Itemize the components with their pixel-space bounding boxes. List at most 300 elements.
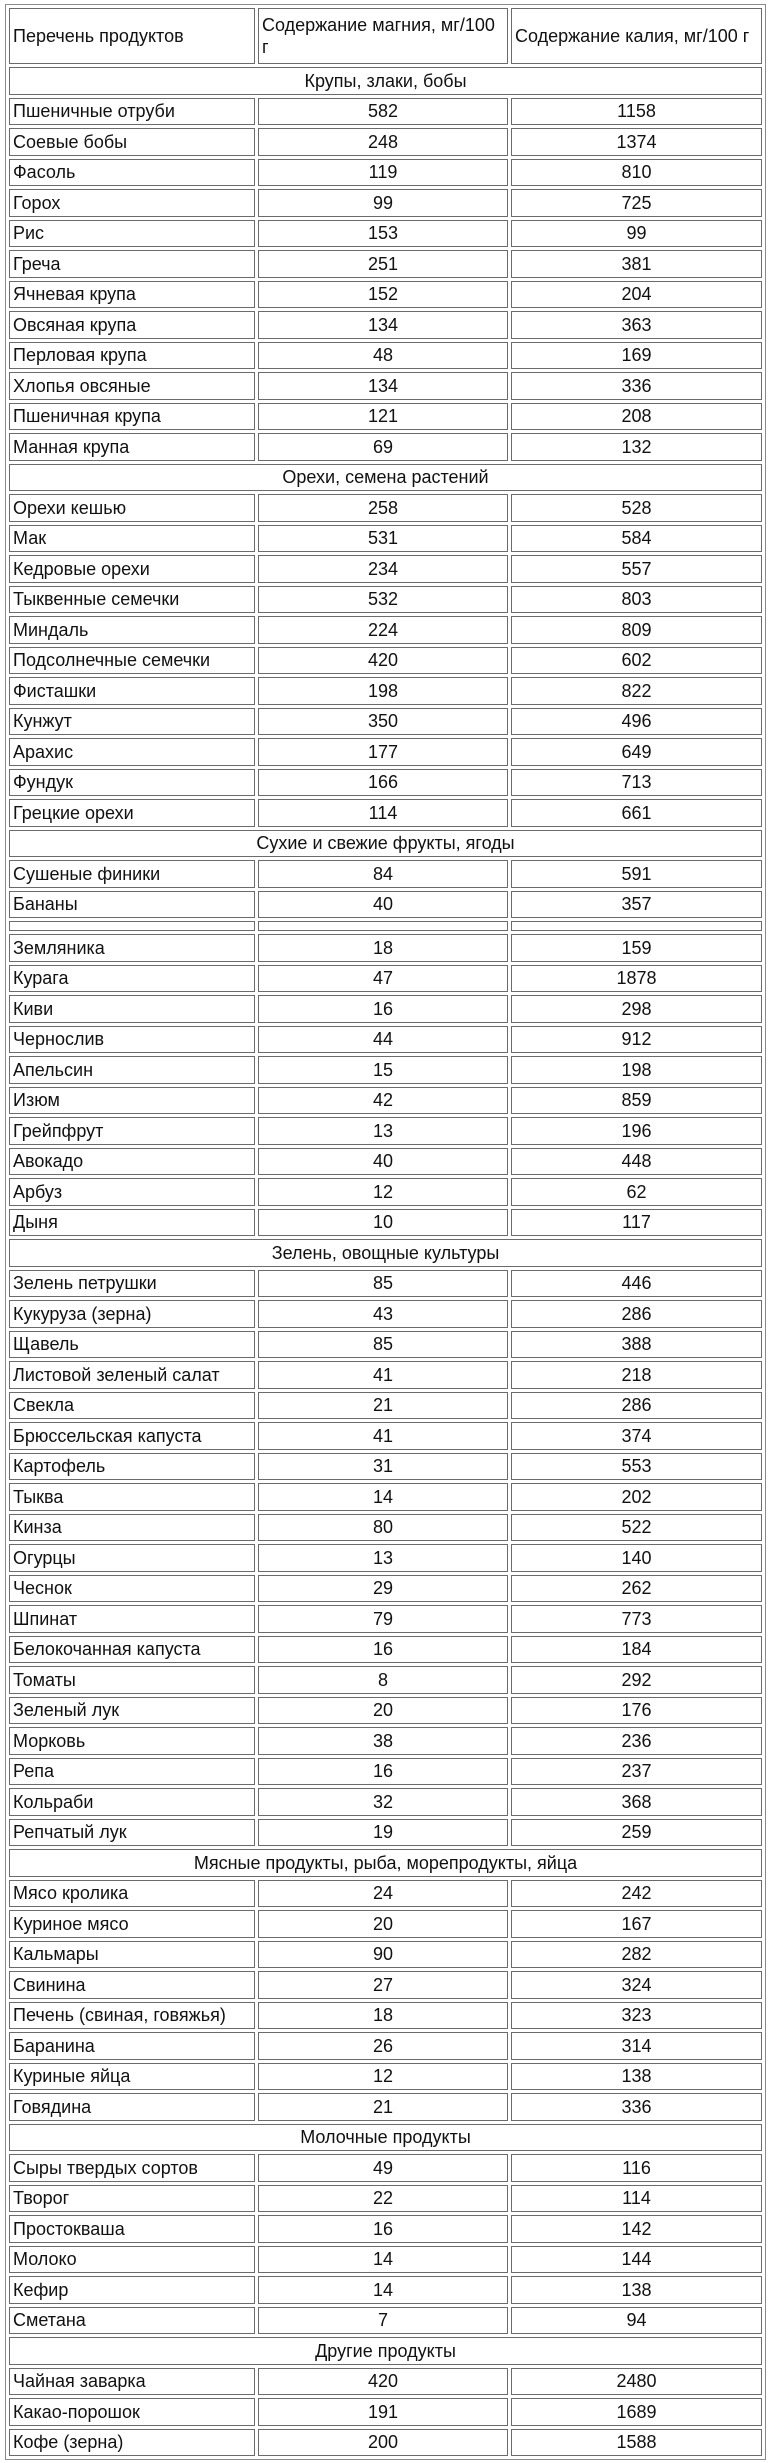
table-row xyxy=(9,2002,762,2030)
potassium-cell: 140 xyxy=(511,1544,762,1572)
potassium-cell: 810 xyxy=(511,159,762,187)
potassium-cell: 336 xyxy=(511,372,762,400)
product-name-cell: Чернослив xyxy=(9,1026,255,1054)
product-name-cell: Щавель xyxy=(9,1331,255,1359)
table-row xyxy=(9,2276,762,2304)
header-potassium: Содержание калия, мг/100 г xyxy=(511,8,762,64)
table-row xyxy=(9,1880,762,1908)
table-row xyxy=(9,769,762,797)
potassium-cell: 496 xyxy=(511,708,762,736)
table-row xyxy=(9,342,762,370)
magnesium-cell: 14 xyxy=(258,1483,508,1511)
product-name-cell: Свинина xyxy=(9,1971,255,1999)
table-row xyxy=(9,1788,762,1816)
table-row xyxy=(9,2093,762,2121)
product-name-cell: Бананы xyxy=(9,891,255,919)
magnesium-cell: 47 xyxy=(258,965,508,993)
table-row xyxy=(9,616,762,644)
product-name-cell: Куриное мясо xyxy=(9,1910,255,1938)
magnesium-cell: 29 xyxy=(258,1575,508,1603)
table-row xyxy=(9,555,762,583)
table-row xyxy=(9,494,762,522)
magnesium-cell: 19 xyxy=(258,1819,508,1847)
potassium-cell: 1689 xyxy=(511,2398,762,2426)
table-row xyxy=(9,525,762,553)
product-name-cell: Фисташки xyxy=(9,677,255,705)
product-name-cell: Тыквенные семечки xyxy=(9,586,255,614)
magnesium-cell: 350 xyxy=(258,708,508,736)
potassium-cell: 557 xyxy=(511,555,762,583)
potassium-cell: 196 xyxy=(511,1117,762,1145)
potassium-cell: 1878 xyxy=(511,965,762,993)
table-row xyxy=(9,189,762,217)
potassium-cell: 62 xyxy=(511,1178,762,1206)
magnesium-cell: 21 xyxy=(258,2093,508,2121)
potassium-cell: 809 xyxy=(511,616,762,644)
potassium-cell: 259 xyxy=(511,1819,762,1847)
product-name-cell: Репа xyxy=(9,1758,255,1786)
potassium-cell: 357 xyxy=(511,891,762,919)
potassium-cell: 803 xyxy=(511,586,762,614)
potassium-cell: 142 xyxy=(511,2215,762,2243)
table-row xyxy=(9,1056,762,1084)
table-row xyxy=(9,2185,762,2213)
magnesium-cell: 41 xyxy=(258,1361,508,1389)
potassium-cell: 374 xyxy=(511,1422,762,1450)
potassium-cell: 292 xyxy=(511,1666,762,1694)
magnesium-cell: 43 xyxy=(258,1300,508,1328)
potassium-cell: 591 xyxy=(511,860,762,888)
potassium-cell: 323 xyxy=(511,2002,762,2030)
table-row xyxy=(9,403,762,431)
table-row xyxy=(9,1544,762,1572)
product-name-cell: Киви xyxy=(9,995,255,1023)
magnesium-cell: 166 xyxy=(258,769,508,797)
magnesium-cell: 248 xyxy=(258,128,508,156)
potassium-cell: 167 xyxy=(511,1910,762,1938)
magnesium-cell: 119 xyxy=(258,159,508,187)
potassium-cell: 184 xyxy=(511,1636,762,1664)
table-row xyxy=(9,98,762,126)
table-header-row xyxy=(9,8,762,64)
potassium-cell: 99 xyxy=(511,220,762,248)
table-row xyxy=(9,1758,762,1786)
product-name-cell: Брюссельская капуста xyxy=(9,1422,255,1450)
potassium-cell: 2480 xyxy=(511,2368,762,2396)
potassium-cell: 218 xyxy=(511,1361,762,1389)
potassium-cell: 1158 xyxy=(511,98,762,126)
magnesium-cell: 224 xyxy=(258,616,508,644)
product-name-cell: Миндаль xyxy=(9,616,255,644)
product-name-cell: Зеленый лук xyxy=(9,1697,255,1725)
potassium-cell: 381 xyxy=(511,250,762,278)
product-name-cell: Грецкие орехи xyxy=(9,799,255,827)
product-name-cell: Грейпфрут xyxy=(9,1117,255,1145)
potassium-cell: 446 xyxy=(511,1270,762,1298)
potassium-cell: 132 xyxy=(511,433,762,461)
section-row xyxy=(9,67,762,95)
product-name-cell: Хлопья овсяные xyxy=(9,372,255,400)
table-row xyxy=(9,433,762,461)
magnesium-cell: 13 xyxy=(258,1544,508,1572)
potassium-cell: 176 xyxy=(511,1697,762,1725)
potassium-cell: 298 xyxy=(511,995,762,1023)
table-row xyxy=(9,1514,762,1542)
product-name-cell: Перловая крупа xyxy=(9,342,255,370)
magnesium-cell: 99 xyxy=(258,189,508,217)
table-row xyxy=(9,2429,762,2457)
table-row xyxy=(9,1117,762,1145)
potassium-cell: 649 xyxy=(511,738,762,766)
potassium-cell: 236 xyxy=(511,1727,762,1755)
magnesium-cell: 18 xyxy=(258,2002,508,2030)
table-row xyxy=(9,647,762,675)
table-row xyxy=(9,1483,762,1511)
product-name-cell: Овсяная крупа xyxy=(9,311,255,339)
product-name-cell: Кукуруза (зерна) xyxy=(9,1300,255,1328)
section-title: Сухие и свежие фрукты, ягоды xyxy=(9,830,762,858)
table-row xyxy=(9,1300,762,1328)
table-row xyxy=(9,128,762,156)
table-row xyxy=(9,1941,762,1969)
section-row xyxy=(9,2337,762,2365)
product-name-cell: Мясо кролика xyxy=(9,1880,255,1908)
magnesium-cell: 153 xyxy=(258,220,508,248)
magnesium-cell: 13 xyxy=(258,1117,508,1145)
potassium-cell: 1374 xyxy=(511,128,762,156)
product-name-cell: Творог xyxy=(9,2185,255,2213)
magnesium-cell: 48 xyxy=(258,342,508,370)
table-row xyxy=(9,1605,762,1633)
product-name-cell: Пшеничная крупа xyxy=(9,403,255,431)
product-name-cell: Кедровые орехи xyxy=(9,555,255,583)
magnesium-cell: 251 xyxy=(258,250,508,278)
potassium-cell: 116 xyxy=(511,2154,762,2182)
product-name-cell: Авокадо xyxy=(9,1148,255,1176)
potassium-cell: 114 xyxy=(511,2185,762,2213)
table-row xyxy=(9,2063,762,2091)
potassium-cell: 822 xyxy=(511,677,762,705)
potassium-cell: 286 xyxy=(511,1300,762,1328)
magnesium-cell: 7 xyxy=(258,2307,508,2335)
magnesium-cell: 114 xyxy=(258,799,508,827)
table-row xyxy=(9,2154,762,2182)
product-name-cell: Молоко xyxy=(9,2246,255,2274)
potassium-cell: 138 xyxy=(511,2063,762,2091)
magnesium-cell: 15 xyxy=(258,1056,508,1084)
clipped-row xyxy=(9,921,762,931)
product-name-cell: Фасоль xyxy=(9,159,255,187)
product-name-cell: Манная крупа xyxy=(9,433,255,461)
product-name-cell: Земляника xyxy=(9,934,255,962)
magnesium-cell: 85 xyxy=(258,1331,508,1359)
product-name-cell: Чайная заварка xyxy=(9,2368,255,2396)
table-row xyxy=(9,677,762,705)
magnesium-cell: 198 xyxy=(258,677,508,705)
potassium-cell: 713 xyxy=(511,769,762,797)
potassium-cell: 138 xyxy=(511,2276,762,2304)
potassium-cell: 198 xyxy=(511,1056,762,1084)
table-row xyxy=(9,738,762,766)
magnesium-cell: 69 xyxy=(258,433,508,461)
table-row xyxy=(9,586,762,614)
product-name-cell: Соевые бобы xyxy=(9,128,255,156)
table-row xyxy=(9,1361,762,1389)
magnesium-cell: 84 xyxy=(258,860,508,888)
product-name-cell: Горох xyxy=(9,189,255,217)
product-name-cell: Огурцы xyxy=(9,1544,255,1572)
product-name-cell: Фундук xyxy=(9,769,255,797)
potassium-cell: 368 xyxy=(511,1788,762,1816)
magnesium-cell: 152 xyxy=(258,281,508,309)
potassium-cell: 204 xyxy=(511,281,762,309)
magnesium-cell: 420 xyxy=(258,647,508,675)
section-title: Зелень, овощные культуры xyxy=(9,1239,762,1267)
potassium-cell: 448 xyxy=(511,1148,762,1176)
product-name-cell: Куриные яйца xyxy=(9,2063,255,2091)
magnesium-cell: 14 xyxy=(258,2246,508,2274)
magnesium-cell: 80 xyxy=(258,1514,508,1542)
magnesium-cell: 44 xyxy=(258,1026,508,1054)
potassium-cell: 94 xyxy=(511,2307,762,2335)
table-row xyxy=(9,159,762,187)
potassium-cell: 859 xyxy=(511,1087,762,1115)
product-name-cell: Кофе (зерна) xyxy=(9,2429,255,2457)
table-row xyxy=(9,1819,762,1847)
magnesium-cell: 40 xyxy=(258,891,508,919)
magnesium-cell: 234 xyxy=(258,555,508,583)
product-name-cell: Какао-порошок xyxy=(9,2398,255,2426)
section-title: Другие продукты xyxy=(9,2337,762,2365)
table-row xyxy=(9,1087,762,1115)
table-row xyxy=(9,1178,762,1206)
potassium-cell: 117 xyxy=(511,1209,762,1237)
product-name-cell: Сметана xyxy=(9,2307,255,2335)
table-row xyxy=(9,1636,762,1664)
magnesium-cell: 79 xyxy=(258,1605,508,1633)
potassium-cell: 262 xyxy=(511,1575,762,1603)
magnesium-cell: 22 xyxy=(258,2185,508,2213)
product-name-cell: Чеснок xyxy=(9,1575,255,1603)
potassium-cell: 324 xyxy=(511,1971,762,1999)
nutrient-table xyxy=(5,4,766,2460)
potassium-cell: 314 xyxy=(511,2032,762,2060)
product-name-cell: Пшеничные отруби xyxy=(9,98,255,126)
table-row xyxy=(9,2246,762,2274)
magnesium-cell: 532 xyxy=(258,586,508,614)
potassium-cell: 208 xyxy=(511,403,762,431)
product-name-cell: Сыры твердых сортов xyxy=(9,2154,255,2182)
product-name-cell: Картофель xyxy=(9,1453,255,1481)
table-row xyxy=(9,1727,762,1755)
product-name-cell: Кунжут xyxy=(9,708,255,736)
magnesium-cell: 258 xyxy=(258,494,508,522)
magnesium-cell: 40 xyxy=(258,1148,508,1176)
product-name-cell: Шпинат xyxy=(9,1605,255,1633)
potassium-cell: 242 xyxy=(511,1880,762,1908)
product-name-cell: Ячневая крупа xyxy=(9,281,255,309)
product-name-cell: Свекла xyxy=(9,1392,255,1420)
potassium-cell: 286 xyxy=(511,1392,762,1420)
table-row xyxy=(9,250,762,278)
magnesium-cell: 21 xyxy=(258,1392,508,1420)
header-product: Перечень продуктов xyxy=(9,8,255,64)
table-row xyxy=(9,934,762,962)
magnesium-cell: 49 xyxy=(258,2154,508,2182)
magnesium-cell: 12 xyxy=(258,2063,508,2091)
potassium-cell: 1588 xyxy=(511,2429,762,2457)
magnesium-cell: 191 xyxy=(258,2398,508,2426)
potassium-cell xyxy=(511,921,762,931)
product-name-cell: Кефир xyxy=(9,2276,255,2304)
product-name-cell: Арахис xyxy=(9,738,255,766)
table-row xyxy=(9,1910,762,1938)
header-magnesium: Содержание магния, мг/100 г xyxy=(258,8,508,64)
product-name-cell: Томаты xyxy=(9,1666,255,1694)
product-name-cell: Говядина xyxy=(9,2093,255,2121)
section-title: Молочные продукты xyxy=(9,2124,762,2152)
magnesium-cell: 10 xyxy=(258,1209,508,1237)
magnesium-cell: 16 xyxy=(258,1636,508,1664)
magnesium-cell: 12 xyxy=(258,1178,508,1206)
product-name-cell: Простокваша xyxy=(9,2215,255,2243)
table-row xyxy=(9,1575,762,1603)
table-row xyxy=(9,2215,762,2243)
potassium-cell: 602 xyxy=(511,647,762,675)
product-name-cell: Мак xyxy=(9,525,255,553)
product-name-cell: Репчатый лук xyxy=(9,1819,255,1847)
table-row xyxy=(9,1148,762,1176)
table-row xyxy=(9,2032,762,2060)
potassium-cell: 388 xyxy=(511,1331,762,1359)
magnesium-cell: 121 xyxy=(258,403,508,431)
magnesium-cell: 42 xyxy=(258,1087,508,1115)
product-name-cell: Белокочанная капуста xyxy=(9,1636,255,1664)
product-name-cell: Изюм xyxy=(9,1087,255,1115)
product-name-cell: Печень (свиная, говяжья) xyxy=(9,2002,255,2030)
product-name-cell: Орехи кешью xyxy=(9,494,255,522)
product-name-cell: Рис xyxy=(9,220,255,248)
section-row xyxy=(9,464,762,492)
potassium-cell: 553 xyxy=(511,1453,762,1481)
magnesium-cell: 20 xyxy=(258,1697,508,1725)
potassium-cell: 522 xyxy=(511,1514,762,1542)
table-row xyxy=(9,965,762,993)
table-row xyxy=(9,1026,762,1054)
potassium-cell: 169 xyxy=(511,342,762,370)
table-row xyxy=(9,1453,762,1481)
table-row xyxy=(9,1209,762,1237)
section-title: Мясные продукты, рыба, морепродукты, яйца xyxy=(9,1849,762,1877)
table-row xyxy=(9,2398,762,2426)
magnesium-cell: 27 xyxy=(258,1971,508,1999)
product-name-cell xyxy=(9,921,255,931)
table-row xyxy=(9,995,762,1023)
magnesium-cell: 14 xyxy=(258,2276,508,2304)
potassium-cell: 202 xyxy=(511,1483,762,1511)
magnesium-cell: 90 xyxy=(258,1941,508,1969)
table-row xyxy=(9,2307,762,2335)
table-row xyxy=(9,311,762,339)
potassium-cell: 144 xyxy=(511,2246,762,2274)
potassium-cell: 584 xyxy=(511,525,762,553)
magnesium-cell: 18 xyxy=(258,934,508,962)
section-row xyxy=(9,1239,762,1267)
potassium-cell: 336 xyxy=(511,2093,762,2121)
product-name-cell: Курага xyxy=(9,965,255,993)
potassium-cell: 528 xyxy=(511,494,762,522)
magnesium-cell: 200 xyxy=(258,2429,508,2457)
product-name-cell: Кинза xyxy=(9,1514,255,1542)
section-row xyxy=(9,1849,762,1877)
table-row xyxy=(9,1971,762,1999)
magnesium-cell: 24 xyxy=(258,1880,508,1908)
product-name-cell: Апельсин xyxy=(9,1056,255,1084)
product-name-cell: Тыква xyxy=(9,1483,255,1511)
product-name-cell: Листовой зеленый салат xyxy=(9,1361,255,1389)
magnesium-cell: 134 xyxy=(258,372,508,400)
product-name-cell: Зелень петрушки xyxy=(9,1270,255,1298)
product-name-cell: Кальмары xyxy=(9,1941,255,1969)
potassium-cell: 282 xyxy=(511,1941,762,1969)
table-row xyxy=(9,2368,762,2396)
section-title: Орехи, семена растений xyxy=(9,464,762,492)
table-row xyxy=(9,1331,762,1359)
product-name-cell: Кольраби xyxy=(9,1788,255,1816)
table-row xyxy=(9,1666,762,1694)
magnesium-cell: 582 xyxy=(258,98,508,126)
magnesium-cell: 85 xyxy=(258,1270,508,1298)
section-row xyxy=(9,2124,762,2152)
magnesium-cell: 134 xyxy=(258,311,508,339)
table-row xyxy=(9,1392,762,1420)
product-name-cell: Дыня xyxy=(9,1209,255,1237)
table-row xyxy=(9,1270,762,1298)
product-name-cell: Греча xyxy=(9,250,255,278)
magnesium-cell: 177 xyxy=(258,738,508,766)
product-name-cell: Баранина xyxy=(9,2032,255,2060)
magnesium-cell: 26 xyxy=(258,2032,508,2060)
potassium-cell: 725 xyxy=(511,189,762,217)
potassium-cell: 661 xyxy=(511,799,762,827)
product-name-cell: Сушеные финики xyxy=(9,860,255,888)
magnesium-cell: 16 xyxy=(258,1758,508,1786)
table-row xyxy=(9,860,762,888)
table-row xyxy=(9,372,762,400)
magnesium-cell: 16 xyxy=(258,995,508,1023)
section-row xyxy=(9,830,762,858)
table-row xyxy=(9,1422,762,1450)
table-row xyxy=(9,891,762,919)
magnesium-cell: 16 xyxy=(258,2215,508,2243)
magnesium-cell xyxy=(258,921,508,931)
potassium-cell: 773 xyxy=(511,1605,762,1633)
product-name-cell: Арбуз xyxy=(9,1178,255,1206)
table-row xyxy=(9,708,762,736)
product-name-cell: Морковь xyxy=(9,1727,255,1755)
potassium-cell: 363 xyxy=(511,311,762,339)
magnesium-cell: 420 xyxy=(258,2368,508,2396)
magnesium-cell: 8 xyxy=(258,1666,508,1694)
potassium-cell: 912 xyxy=(511,1026,762,1054)
table-row xyxy=(9,1697,762,1725)
table-body xyxy=(9,8,762,2456)
magnesium-cell: 41 xyxy=(258,1422,508,1450)
magnesium-cell: 31 xyxy=(258,1453,508,1481)
magnesium-cell: 531 xyxy=(258,525,508,553)
product-name-cell: Подсолнечные семечки xyxy=(9,647,255,675)
section-title: Крупы, злаки, бобы xyxy=(9,67,762,95)
